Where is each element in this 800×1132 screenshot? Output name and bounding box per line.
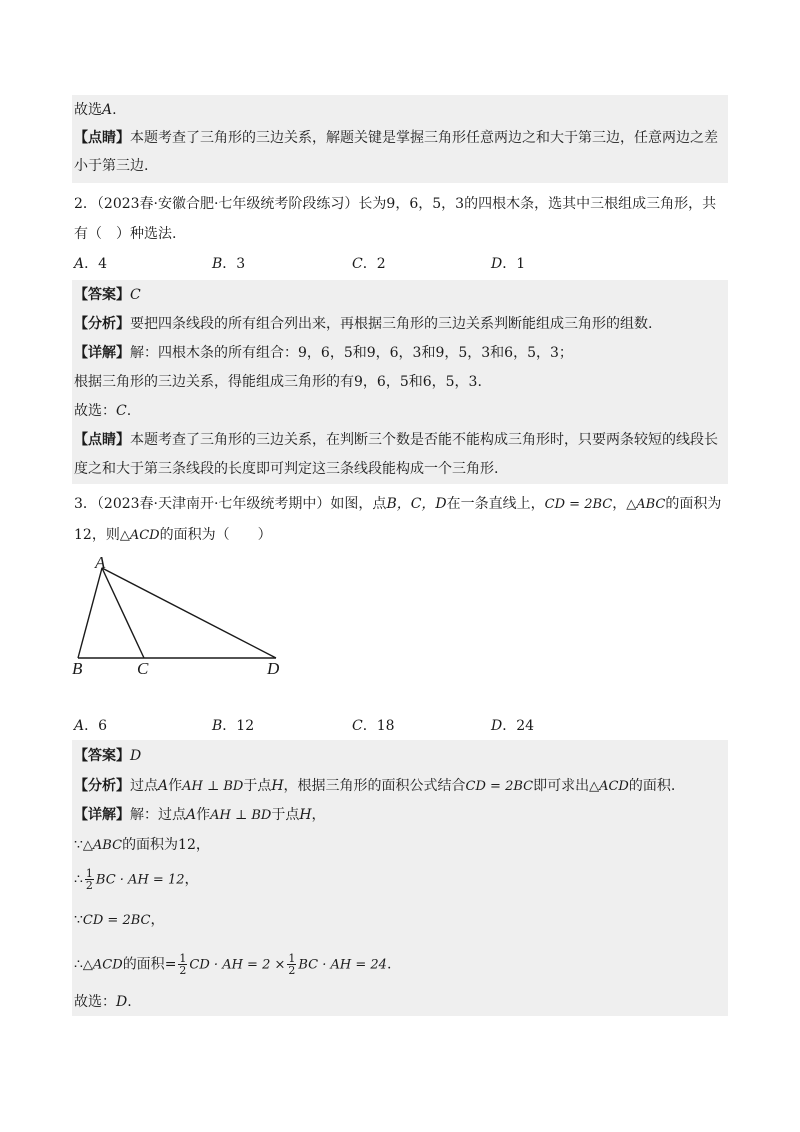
choose-letter: D — [116, 994, 128, 1010]
q3-detail-1 — [74, 805, 326, 826]
fraction-denominator: 2 — [288, 964, 296, 977]
q2-option-d — [491, 254, 525, 274]
q3-points: B，C，D — [386, 496, 447, 512]
triangle-acd: △ACD — [589, 779, 629, 794]
segment-ad — [102, 568, 276, 658]
punct: . — [127, 994, 132, 1010]
q2-detail-2 — [74, 372, 482, 392]
analysis-text: 要把四条线段的所有组合列出来，再根据三角形的三边关系判断能组成三角形的组数. — [130, 316, 653, 332]
q2-option-b — [212, 254, 245, 274]
fraction-half — [178, 953, 187, 976]
detail-text: 解：过点 — [130, 807, 186, 823]
q2-detail-1 — [74, 343, 573, 363]
q3-stem-text: 3．（2023春·天津南开·七年级统考期中）如图，点 — [74, 496, 387, 512]
analysis-text: 即可求出 — [533, 778, 590, 794]
dianjing-text: 小于第三边. — [74, 158, 149, 174]
q3-option-d — [491, 716, 534, 736]
option-text: ．4 — [84, 256, 108, 272]
q3-stem-text: 的面积为 — [665, 496, 722, 512]
choose-letter: A — [102, 102, 113, 118]
q3-triangle-abc: △ABC — [626, 497, 666, 512]
detail-text: 作 — [196, 807, 211, 823]
fraction-half — [287, 953, 296, 976]
label-d: D — [267, 659, 280, 678]
analysis-text: 过点 — [130, 778, 158, 794]
q2-answer — [74, 285, 141, 305]
q3-stem-2 — [74, 525, 272, 546]
choose-line-q1 — [74, 100, 117, 120]
area-expr: CD · AH = 2 × — [189, 957, 286, 973]
punct: ， — [311, 807, 326, 823]
option-text: ．24 — [502, 718, 535, 734]
point-h: H — [299, 807, 312, 823]
therefore-symbol: ∴ — [74, 871, 83, 888]
q3-therefore-2 — [74, 953, 391, 976]
punct: ， — [612, 496, 627, 512]
q2-choose — [74, 401, 131, 421]
triangle-figure — [64, 548, 304, 688]
tag-detail: 【详解】 — [74, 345, 130, 361]
option-letter: C — [352, 256, 363, 272]
fraction-half — [85, 868, 94, 891]
analysis-text: 于点 — [243, 778, 272, 794]
tag-analysis: 【分析】 — [74, 778, 130, 794]
perp-expr: AH ⊥ BD — [210, 808, 272, 823]
option-text: ．1 — [502, 256, 526, 272]
detail-text: 于点 — [271, 807, 300, 823]
fraction-numerator: 1 — [85, 867, 93, 880]
q2-stem-1 — [74, 194, 716, 214]
fraction-numerator: 1 — [288, 952, 296, 965]
tag-answer: 【答案】 — [74, 748, 130, 764]
option-letter: A — [74, 718, 85, 734]
q3-analysis — [74, 776, 675, 797]
perp-expr: AH ⊥ BD — [182, 779, 244, 794]
detail-text: 解：四根木条的所有组合：9，6，5和9，6，3和9，5，3和6，5，3； — [130, 345, 573, 361]
option-letter: B — [212, 718, 223, 734]
detail-text: 根据三角形的三边关系，得能组成三角形的有9，6，5和6，5，3. — [74, 374, 482, 390]
q3-stem-text: 的面积为（ ） — [159, 527, 272, 543]
punct: ， — [184, 871, 199, 888]
option-letter: D — [491, 256, 503, 272]
punct: . — [126, 403, 132, 419]
choose-label: 故选 — [74, 102, 102, 118]
q3-option-c — [352, 716, 395, 736]
triangle-acd: △ACD — [82, 957, 123, 973]
q2-option-c — [352, 254, 386, 274]
option-letter: B — [212, 256, 223, 272]
option-text: ．6 — [84, 718, 108, 734]
analysis-text: ，根据三角形的面积公式结合 — [283, 778, 466, 794]
q2-analysis — [74, 314, 652, 334]
tag-analysis: 【分析】 — [74, 316, 130, 332]
dianjing-text: 本题考查了三角形的三边关系，在判断三个数是否能不能构成三角形时，只要两条较短的线段长 — [130, 432, 718, 448]
tag-dianjing: 【点睛】 — [74, 130, 130, 146]
point-h: H — [271, 778, 284, 794]
q2-dianjing-1 — [74, 430, 718, 450]
label-a: A — [95, 553, 106, 572]
choose-letter: C — [116, 403, 127, 419]
option-letter: D — [491, 718, 503, 734]
q3-triangle-acd: △ACD — [119, 528, 160, 543]
answer-letter: C — [130, 287, 141, 303]
area-expr: BC · AH = 12 — [95, 872, 185, 888]
dianjing-line-q1-1 — [74, 128, 718, 148]
segment-ac — [102, 568, 144, 658]
analysis-text: 的面积. — [628, 778, 676, 794]
condition-expr: CD = 2BC — [465, 779, 534, 794]
q3-condition: CD = 2BC — [544, 497, 613, 512]
q3-option-a — [74, 716, 107, 736]
tag-dianjing: 【点睛】 — [74, 432, 130, 448]
tag-detail: 【详解】 — [74, 807, 130, 823]
q2-stem-text: 2．（2023春·安徽合肥·七年级统考阶段练习）长为9，6，5，3的四根木条，选其中三根组成三角形，共 — [74, 196, 717, 212]
q2-option-a — [74, 254, 107, 274]
q3-therefore-1 — [74, 868, 198, 891]
detail-text: 的面积为12， — [122, 837, 210, 853]
option-letter: A — [74, 256, 85, 272]
label-b: B — [72, 659, 83, 678]
option-letter: C — [352, 718, 363, 734]
option-text: ．18 — [362, 718, 395, 734]
q3-because-1 — [74, 835, 210, 856]
answer-letter: D — [130, 748, 142, 764]
q3-choose — [74, 992, 132, 1012]
because-symbol: ∵ — [74, 837, 83, 853]
q3-stem-text: 12，则 — [74, 527, 120, 543]
q2-dianjing-2 — [74, 459, 498, 479]
therefore-symbol: ∴ — [74, 956, 83, 973]
punct: . — [386, 956, 392, 973]
option-text: ．2 — [362, 256, 386, 272]
dianjing-text: 度之和大于第三条线段的长度即可判定这三条线段能构成一个三角形. — [74, 461, 499, 477]
tag-answer: 【答案】 — [74, 287, 130, 303]
condition-expr: CD = 2BC — [82, 913, 151, 928]
equals: = — [164, 956, 177, 973]
q2-stem-2 — [74, 224, 176, 244]
choose-label: 故选： — [74, 403, 116, 419]
q3-stem-text: 在一条直线上， — [446, 496, 545, 512]
punct: ， — [150, 912, 165, 928]
q3-option-b — [212, 716, 254, 736]
q3-because-2 — [74, 910, 164, 931]
triangle-abc: △ABC — [82, 838, 123, 853]
dianjing-text: 本题考查了三角形的三边关系，解题关键是掌握三角形任意两边之和大于第三边，任意两边之差 — [130, 130, 718, 146]
option-text: ．12 — [222, 718, 255, 734]
because-symbol: ∵ — [74, 912, 83, 928]
detail-text: 的面积 — [122, 956, 165, 973]
fraction-numerator: 1 — [179, 952, 187, 965]
dianjing-line-q1-2 — [74, 156, 148, 176]
punct: . — [112, 102, 117, 118]
point-a: A — [186, 807, 197, 823]
analysis-text: 作 — [168, 778, 183, 794]
fraction-denominator: 2 — [179, 964, 187, 977]
point-a: A — [158, 778, 169, 794]
label-c: C — [137, 659, 149, 678]
area-expr: BC · AH = 24 — [298, 957, 387, 973]
segment-ab — [78, 568, 102, 658]
fraction-denominator: 2 — [85, 879, 93, 892]
q3-answer — [74, 746, 141, 766]
choose-label: 故选： — [74, 994, 116, 1010]
q2-stem-text: 有（ ）种选法. — [74, 226, 177, 242]
q3-stem-1 — [74, 494, 721, 515]
option-text: ．3 — [222, 256, 246, 272]
